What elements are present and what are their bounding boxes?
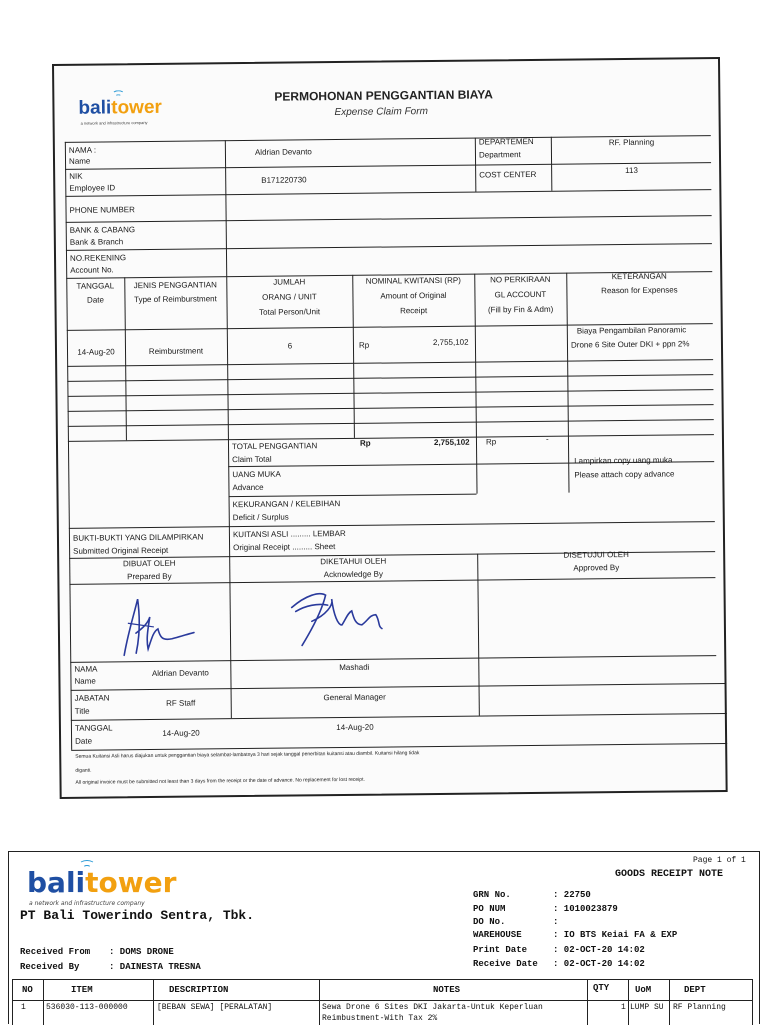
bali-tower-logo: balitower a network and infrastructure company [27, 866, 176, 899]
received-by-label: Received By [20, 962, 80, 972]
account-label: Account No. [70, 265, 114, 275]
print-date-label: Print Date [473, 945, 528, 955]
do-no-label: DO No. [473, 917, 506, 927]
total-amount: 2,755,102 [433, 437, 470, 448]
title-label: Title [74, 706, 90, 716]
row-qty: 6 [287, 341, 293, 351]
row-description: [BEBAN SEWA] [PERALATAN] [157, 1003, 273, 1012]
row-item: 536030-113-000000 [46, 1003, 128, 1012]
uang-muka-label: UANG MUKA [232, 469, 281, 480]
prepared-title: RF Staff [166, 698, 196, 708]
prepared-date: 14-Aug-20 [162, 728, 200, 738]
prepared-signature [114, 592, 205, 659]
bank-branch-label: Bank & Branch [69, 237, 124, 247]
grn-no-label: GRN No. [473, 890, 511, 900]
received-from-value: : DOMS DRONE [109, 947, 174, 957]
col-total-person: Total Person/Unit [259, 307, 321, 317]
po-num-label: PO NUM [473, 904, 506, 914]
ack-date: 14-Aug-20 [336, 722, 374, 733]
do-no-value: : [553, 917, 559, 927]
col-tanggal: TANGGAL [76, 281, 115, 291]
rekening-label: NO.REKENING [69, 253, 127, 263]
lampirkan-note: Lampirkan copy uang muka [574, 455, 673, 466]
col-reason: Reason for Expenses [601, 285, 678, 296]
diketahui-label: DIKETAHUI OLEH [320, 556, 387, 567]
total-label: TOTAL PENGGANTIAN [231, 441, 318, 452]
prepared-name: Aldrian Devanto [151, 668, 209, 678]
row-uom: LUMP SU [630, 1003, 664, 1012]
header-notes: NOTES [433, 985, 461, 995]
name-label: Name [68, 156, 91, 166]
col-orang: ORANG / UNIT [262, 292, 317, 302]
sig-name-label: Name [74, 676, 96, 686]
header-dept: DEPT [684, 985, 706, 995]
row-no: 1 [21, 1003, 26, 1012]
jabatan-label: JABATAN [74, 693, 110, 703]
attach-note: Please attach copy advance [574, 469, 675, 480]
disetujui-label: DISETUJUI OLEH [563, 549, 629, 560]
phone-label: PHONE NUMBER [69, 205, 135, 215]
submitted-label: Submitted Original Receipt [73, 545, 169, 556]
col-keterangan: KETERANGAN [611, 271, 667, 282]
grn-no-value: : 22750 [553, 890, 591, 900]
form-subtitle: Expense Claim Form [334, 106, 428, 119]
company-name: PT Bali Towerindo Sentra, Tbk. [20, 908, 255, 923]
header-description: DESCRIPTION [169, 985, 229, 995]
department-label: Department [478, 150, 521, 160]
receive-date-label: Receive Date [473, 959, 538, 969]
row-notes-1: Sewa Drone 6 Sites DKI Jakarta-Untuk Keperluan [322, 1003, 543, 1012]
advance-label: Advance [232, 482, 264, 493]
grn-title: GOODS RECEIPT NOTE [615, 869, 724, 880]
row-date: 14-Aug-20 [77, 347, 115, 357]
total-dash: - [545, 434, 549, 444]
row-type: Reimburstment [148, 346, 204, 357]
acknowledge-label: Acknowledge By [323, 569, 383, 580]
date-label: Date [75, 736, 93, 746]
header-no: NO [22, 985, 33, 995]
cost-center-label: COST CENTER [479, 169, 537, 180]
col-fill: (Fill by Fin & Adm) [487, 304, 554, 315]
note-1: Semua Kuitansi Asli harus diajukan untuk penggantian biaya selambat-lambatnya 3 hari sejak tanggal penerbitan kuitansi atau diambil. Kuitansi hilang tidak [75, 750, 420, 760]
bank-label: BANK & CABANG [69, 225, 136, 235]
total-rp2: Rp [485, 437, 497, 447]
dibuat-label: DIBUAT OLEH [122, 558, 176, 569]
deficit-label: Deficit / Surplus [232, 512, 289, 523]
col-type: Type of Reimburstment [134, 294, 217, 305]
warehouse-label: WAREHOUSE [473, 930, 522, 940]
kwitansi-label: KUITANSI ASLI ......... LEMBAR [232, 528, 346, 540]
print-date-value: : 02-OCT-20 14:02 [553, 945, 645, 955]
cost-center-value: 113 [625, 165, 638, 176]
col-amount: Amount of Original [380, 290, 447, 301]
header-uom: UoM [635, 985, 652, 995]
acknowledge-signature [281, 584, 402, 651]
col-jumlah: JUMLAH [273, 277, 306, 287]
row-notes-2: Reimbustment-With Tax 2% [322, 1014, 438, 1023]
row-reason-1: Biaya Pengambilan Panoramic [576, 325, 687, 336]
form-title: PERMOHONAN PENGGANTIAN BIAYA [274, 87, 493, 104]
total-rp: Rp [359, 438, 371, 448]
employee-id-label: Employee ID [69, 183, 116, 193]
header-item: ITEM [71, 985, 93, 995]
col-nominal: NOMINAL KWITANSI (RP) [365, 275, 461, 286]
nama-label: NAMA : [68, 145, 97, 155]
received-from-label: Received From [20, 947, 91, 957]
received-by-value: : DAINESTA TRESNA [109, 962, 201, 972]
approved-label: Approved By [573, 563, 620, 573]
nik-label: NIK [69, 171, 83, 181]
departemen-value: RF. Planning [608, 137, 655, 148]
signal-wave-icon [83, 865, 91, 870]
nama-value: Aldrian Devanto [254, 147, 312, 157]
col-gl: GL ACCOUNT [494, 289, 547, 300]
sig-nama-label: NAMA [74, 664, 98, 674]
signal-wave-icon [115, 94, 121, 98]
col-jenis: JENIS PENGGANTIAN [133, 280, 217, 291]
bukti-label: BUKTI-BUKTI YANG DILAMPIRKAN [72, 532, 204, 543]
row-reason-2: Drone 6 Site Outer DKI + ppn 2% [570, 339, 690, 350]
row-rp: Rp [358, 340, 370, 350]
note-2: diganti. [75, 767, 92, 774]
expense-claim-form [52, 57, 728, 799]
goods-receipt-note [8, 851, 760, 1024]
col-date: Date [86, 295, 104, 305]
receive-date-value: : 02-OCT-20 14:02 [553, 959, 645, 969]
col-receipt: Receipt [399, 306, 428, 316]
page-indicator: Page 1 of 1 [693, 856, 746, 865]
claim-total-label: Claim Total [232, 454, 272, 465]
warehouse-value: : IO BTS Keiai FA & EXP [553, 930, 678, 940]
col-perkiraan: NO PERKIRAAN [490, 274, 551, 285]
po-num-value: : 1010023879 [553, 904, 618, 914]
tanggal-label: TANGGAL [74, 723, 113, 733]
bali-tower-logo: balitower a network and infrastructure company [78, 97, 162, 120]
departemen-label: DEPARTEMEN [478, 136, 534, 147]
row-dept: RF Planning [673, 1003, 726, 1012]
kekurangan-label: KEKURANGAN / KELEBIHAN [232, 499, 341, 510]
header-qty: QTY [593, 983, 610, 993]
ack-title: General Manager [323, 692, 386, 703]
ack-name: Mashadi [339, 662, 370, 673]
prepared-label: Prepared By [127, 571, 172, 582]
nik-value: B171220730 [261, 175, 307, 185]
note-3: All original invoice must be submitted not least than 3 days from the receipt or the date of advance. No replacement for lost receipt. [75, 776, 365, 786]
row-qty: 1 [621, 1003, 626, 1012]
row-amount: 2,755,102 [432, 337, 469, 348]
original-receipt-label: Original Receipt ......... Sheet [233, 542, 336, 553]
